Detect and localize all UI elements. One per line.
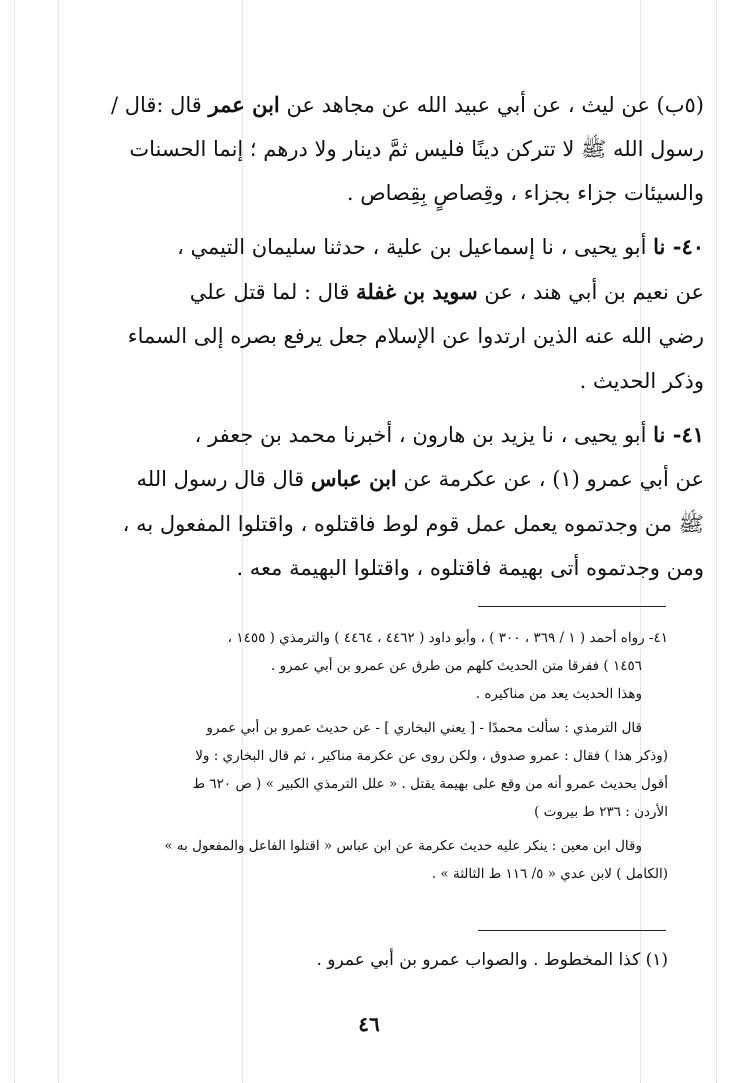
text-line	[64, 366, 704, 396]
text-line	[64, 553, 704, 583]
footnote-line: وقال ابن معين : ينكر عليه حديث عكرمة عن ابن عباس « اقتلوا الفاعل والمفعول به »	[164, 838, 642, 854]
bold-segment: سويد بن غفلة	[356, 279, 478, 304]
text-segment: أبو يحيى ، نا إسماعيل بن علية ، حدثنا سليمان التيمي ،	[177, 235, 654, 259]
text-segment: (٥ب) عن ليث ، عن أبي عبيد الله عن مجاهد عن	[279, 93, 704, 117]
footnote-line: أقول بحديث عمرو أنه من وقع على بهيمة يقتل . « علل الترمذي الكبير » ( ص ٦٢٠ ط	[192, 776, 668, 792]
bold-segment: ٤١-	[665, 422, 704, 447]
scan-margin-line	[716, 0, 717, 1083]
text-line	[64, 178, 704, 208]
text-segment: عن نعيم بن أبي هند ، عن	[477, 280, 704, 304]
text-segment: رضي الله عنه الذين ارتدوا عن الإسلام جعل يرفع بصره إلى السماء	[127, 324, 704, 348]
text-segment: رسول الله ﷺ لا تتركن دينًا فليس ثمَّ دينار ولا درهم ؛ إنما الحسنات	[129, 137, 704, 161]
footnote-line: ٤١- رواه أحمد ( ١ / ٣٦٩ ، ٣٠٠ ) ، وأبو داود ( ٤٤٦٢ ، ٤٤٦٤ ) والترمذي ( ١٤٥٥ ،	[227, 630, 668, 646]
footnote-line: (الكامل ) لابن عدي « ٥/ ١١٦ ط الثالثة » .	[431, 866, 668, 882]
editor-note: (١) كذا المخطوط . والصواب عمرو بن أبي عمرو .	[316, 950, 668, 970]
text-segment: عن أبي عمرو (١) ، عن عكرمة عن	[396, 467, 704, 491]
text-segment: والسيئات جزاء بجزاء ، وقِصاصٍ بِقِصاص .	[346, 181, 704, 205]
text-segment: ومن وجدتموه أتى بهيمة فاقتلوه ، واقتلوا البهيمة معه .	[236, 556, 704, 580]
footnote-line: قال الترمذي : سألت محمدًا - [ يعني البخاري ] - عن حديث عمرو بن أبي عمرو	[206, 720, 642, 736]
text-line	[64, 277, 704, 307]
page-number: ٤٦	[358, 1012, 380, 1036]
scan-margin-line	[58, 0, 59, 1083]
text-line	[64, 134, 704, 164]
editor-note-separator	[478, 930, 666, 931]
text-segment: قال : لما قتل علي	[189, 280, 357, 304]
footnote-separator	[478, 606, 666, 607]
bold-segment: ٤٠-	[665, 234, 704, 259]
bold-segment: ابن عباس	[310, 466, 397, 491]
text-segment: قال قال رسول الله	[136, 467, 311, 491]
bold-segment: ابن عمر	[208, 92, 280, 117]
text-line	[64, 321, 704, 351]
scan-margin-line	[14, 0, 15, 1083]
text-line	[64, 420, 704, 450]
text-line	[64, 90, 704, 120]
text-segment: ﷺ من وجدتموه يعمل عمل قوم لوط فاقتلوه ، واقتلوا المفعول به ،	[122, 512, 704, 536]
text-line	[64, 232, 704, 262]
text-line	[64, 509, 704, 539]
text-segment: أبو يحيى ، نا يزيد بن هارون ، أخبرنا محمد بن جعفر ،	[194, 423, 654, 447]
bold-segment: نا	[653, 422, 666, 447]
footnote-line: (وذكر هذا ) فقال : عمرو صدوق ، ولكن روى عن عكرمة مناكير ، ثم قال البخاري : ولا	[195, 748, 668, 764]
text-segment: وذكر الحديث .	[579, 369, 704, 393]
bold-segment: نا	[653, 234, 666, 259]
footnote-line: ١٤٥٦ ) ففرقا متن الحديث كلهم من طرق عن عمرو بن أبي عمرو .	[271, 658, 642, 674]
footnote-line: وهذا الحديث يعد من مناكيره .	[475, 686, 642, 702]
text-segment: قال :قال /	[110, 93, 209, 117]
text-line	[64, 464, 704, 494]
footnote-line: الأردن : ٢٣٦ ط بيروت )	[534, 804, 668, 820]
